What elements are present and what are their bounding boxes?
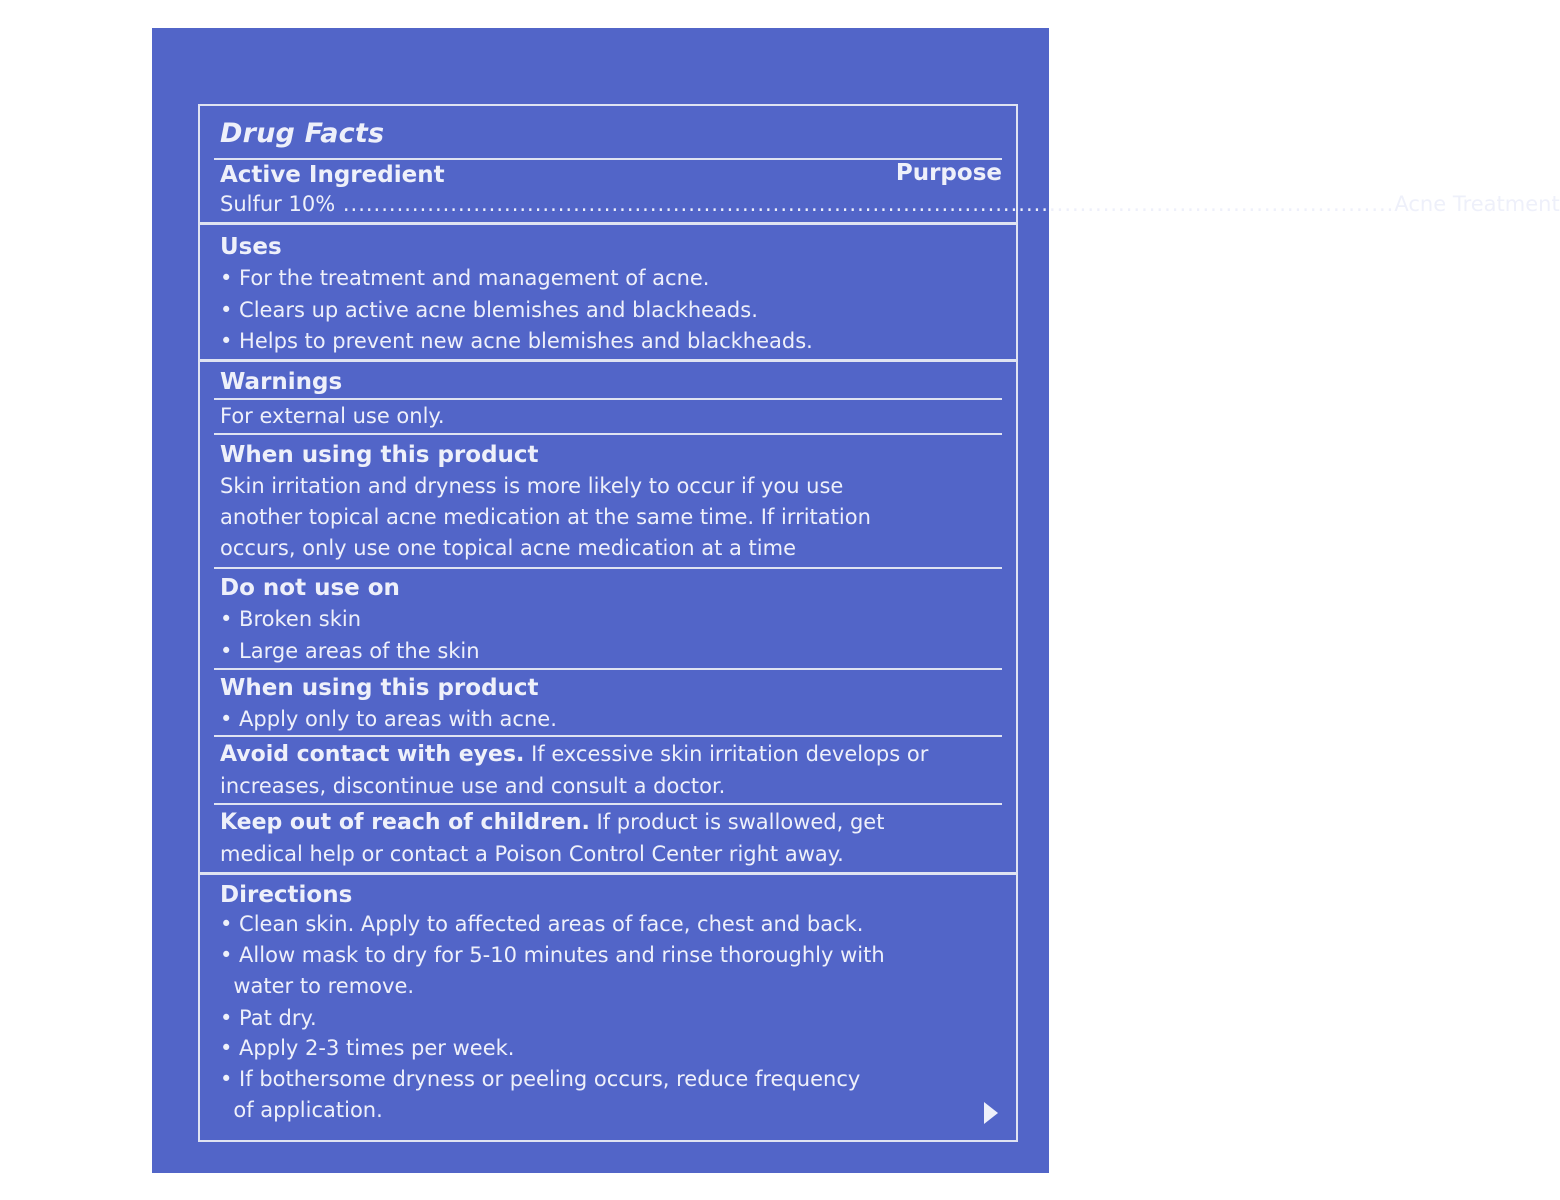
directions-heading: Directions	[220, 882, 353, 908]
directions-item: • Allow mask to dry for 5-10 minutes and rinse thoroughly with	[220, 943, 885, 967]
divider	[214, 803, 1002, 805]
directions-item: • Apply 2-3 times per week.	[220, 1036, 515, 1060]
section-divider	[200, 222, 1016, 225]
avoid-contact-line	[220, 744, 928, 766]
uses-item: • For the treatment and management of acne.	[220, 266, 710, 290]
divider	[214, 567, 1002, 569]
uses-item: • Clears up active acne blemishes and blackheads.	[220, 298, 758, 322]
when-using-text: another topical acne medication at the same time. If irritation	[220, 505, 871, 529]
when-using-heading: When using this product	[220, 442, 539, 468]
keep-out-line: medical help or contact a Poison Control Center right away.	[220, 842, 844, 866]
keep-out-bold: Keep out of reach of children.	[220, 810, 590, 835]
triangle-right-icon	[984, 1102, 998, 1124]
keep-out-line	[220, 812, 884, 834]
divider	[214, 398, 1002, 400]
avoid-contact-text: If excessive skin irritation develops or	[524, 742, 929, 766]
purpose-heading: Purpose	[895, 160, 1002, 186]
warnings-heading: Warnings	[220, 369, 343, 395]
keep-out-text: If product is swallowed, get	[589, 810, 885, 834]
do-not-use-item: • Large areas of the skin	[220, 639, 480, 663]
when-using-text: Skin irritation and dryness is more likely to occur if you use	[220, 474, 844, 498]
uses-heading: Uses	[220, 234, 282, 260]
when-using-heading: When using this product	[220, 675, 539, 701]
divider	[214, 158, 1002, 160]
avoid-contact-line: increases, discontinue use and consult a doctor.	[220, 774, 726, 798]
directions-item: • Clean skin. Apply to affected areas of face, chest and back.	[220, 912, 864, 936]
divider	[214, 668, 1002, 670]
directions-item: • Pat dry.	[220, 1006, 317, 1030]
ingredient-purpose: Acne Treatment	[1394, 192, 1560, 216]
divider	[214, 433, 1002, 435]
apply-only-text: • Apply only to areas with acne.	[220, 707, 557, 731]
do-not-use-item: • Broken skin	[220, 607, 362, 631]
section-divider	[200, 872, 1016, 875]
avoid-contact-bold: Avoid contact with eyes.	[220, 742, 525, 767]
divider	[214, 735, 1002, 737]
ingredient-name: Sulfur 10%	[220, 192, 336, 216]
leader-dots: .........................................................................................................................................	[335, 192, 1395, 216]
directions-item: water to remove.	[220, 974, 415, 998]
ingredient-row	[220, 192, 1560, 216]
active-ingredient-heading: Active Ingredient	[220, 162, 445, 188]
directions-item: of application.	[220, 1098, 383, 1122]
when-using-text: occurs, only use one topical acne medication at a time	[220, 536, 796, 560]
drug-facts-panel	[198, 104, 1560, 1142]
drug-facts-title: Drug Facts	[220, 118, 385, 149]
directions-item: • If bothersome dryness or peeling occurs, reduce frequency	[220, 1067, 861, 1091]
product-box	[152, 28, 1560, 1173]
uses-item: • Helps to prevent new acne blemishes and blackheads.	[220, 329, 813, 353]
external-use-text: For external use only.	[220, 404, 445, 428]
section-divider	[200, 359, 1016, 362]
do-not-use-heading: Do not use on	[220, 575, 400, 601]
